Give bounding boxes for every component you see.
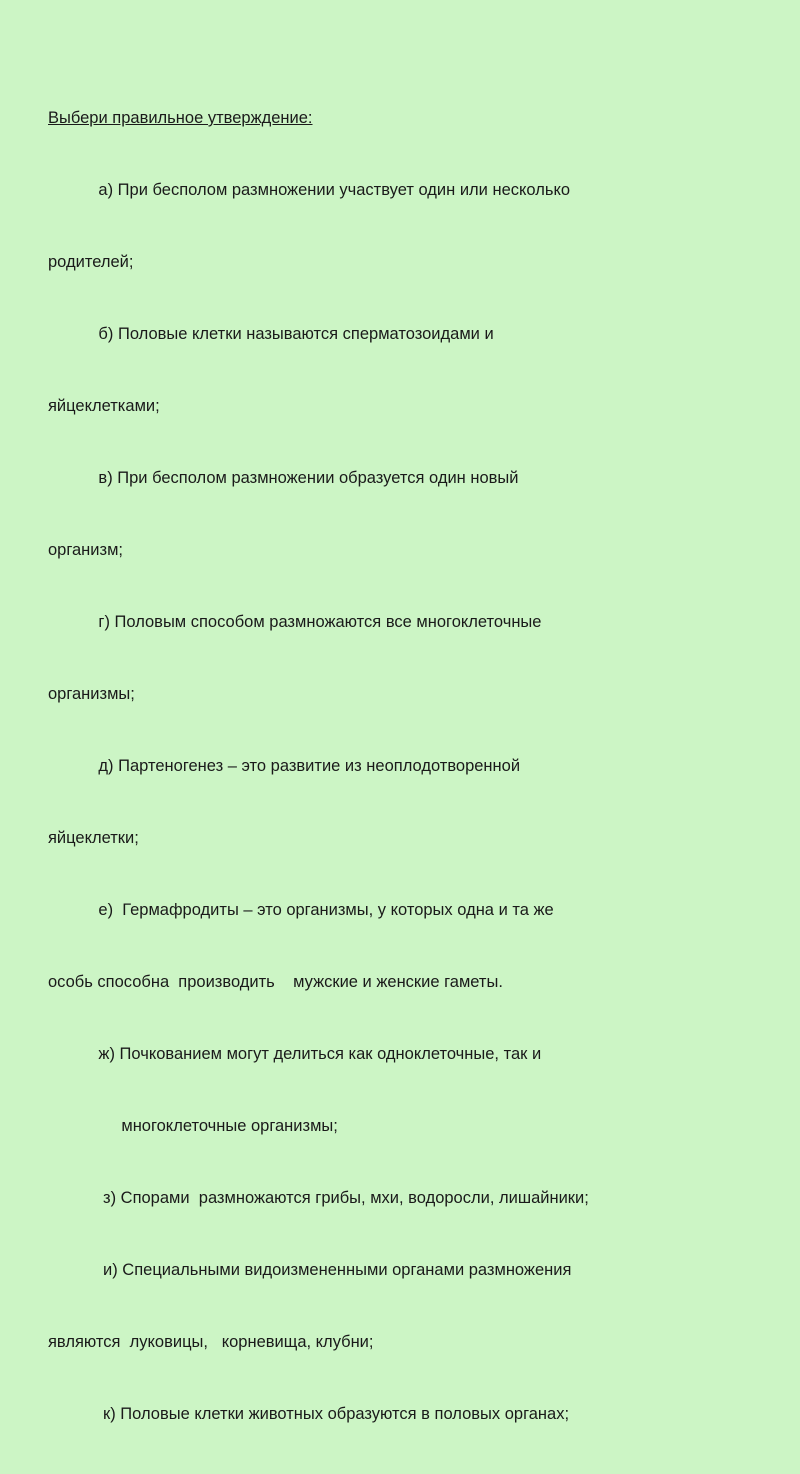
slide-text xyxy=(48,58,768,1474)
text-line: а) При бесполом размножении участвует один или несколько xyxy=(48,181,571,199)
text-line: родителей; xyxy=(48,253,134,271)
text-line: к) Половые клетки животных образуются в половых органах; xyxy=(48,1405,570,1423)
text-line: з) Спорами размножаются грибы, мхи, водоросли, лишайники; xyxy=(48,1189,589,1207)
text-line: яйцеклетками; xyxy=(48,397,160,415)
text-line: г) Половым способом размножаются все многоклеточные xyxy=(48,613,542,631)
slide-title: Выбери правильное утверждение: xyxy=(48,109,313,127)
text-line: ж) Почкованием могут делиться как одноклеточные, так и xyxy=(48,1045,542,1063)
text-line: е) Гермафродиты – это организмы, у которых одна и та же xyxy=(48,901,554,919)
text-line: д) Партеногенез – это развитие из неоплодотворенной xyxy=(48,757,521,775)
text-line: являются луковицы, корневища, клубни; xyxy=(48,1333,374,1351)
text-line: организм; xyxy=(48,541,124,559)
text-line: особь способна производить мужские и женские гаметы. xyxy=(48,973,503,991)
text-line: яйцеклетки; xyxy=(48,829,139,847)
text-line: организмы; xyxy=(48,685,135,703)
text-line: многоклеточные организмы; xyxy=(48,1117,338,1135)
text-line: и) Специальными видоизмененными органами размножения xyxy=(48,1261,572,1279)
text-line: б) Половые клетки называются сперматозоидами и xyxy=(48,325,494,343)
text-line: в) При бесполом размножении образуется один новый xyxy=(48,469,519,487)
